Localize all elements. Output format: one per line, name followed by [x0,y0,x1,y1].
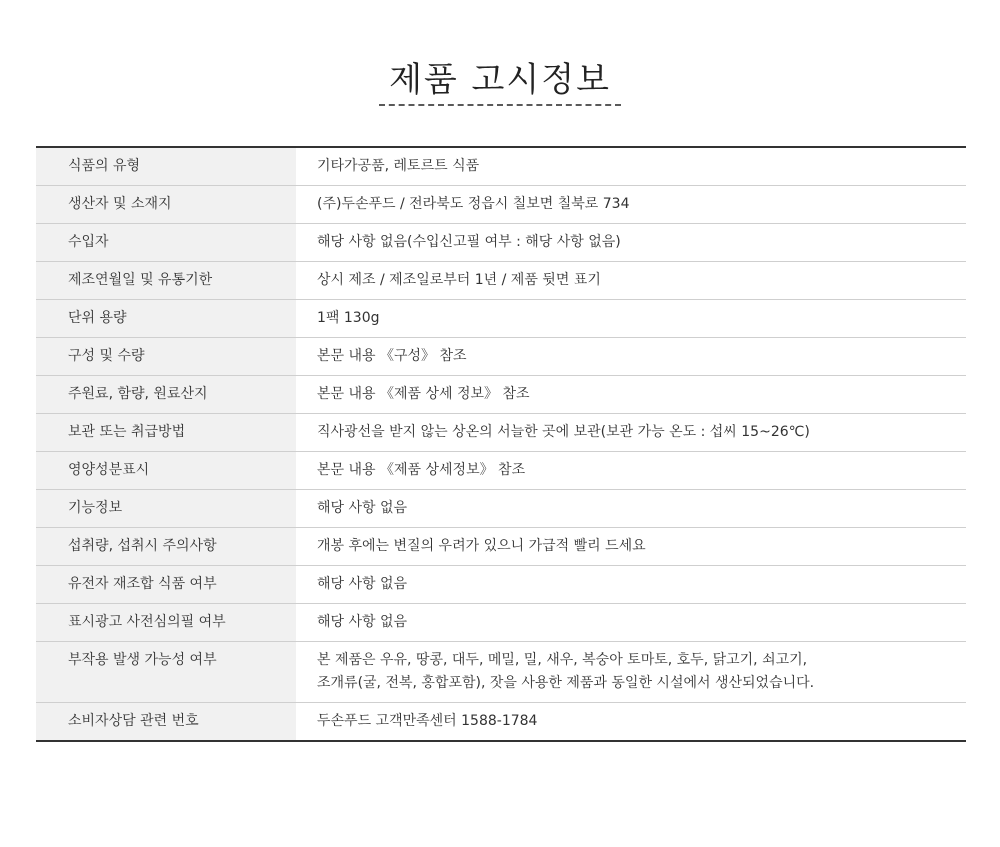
row-value: 상시 제조 / 제조일로부터 1년 / 제품 뒷면 표기 [296,262,966,300]
row-value: 본문 내용 《제품 상세 정보》 참조 [296,376,966,414]
table-row [36,528,966,566]
row-value: 해당 사항 없음(수입신고필 여부 : 해당 사항 없음) [296,224,966,262]
row-label: 부작용 발생 가능성 여부 [36,642,296,703]
row-value: 해당 사항 없음 [296,604,966,642]
table-row [36,224,966,262]
table-row [36,338,966,376]
row-label: 수입자 [36,224,296,262]
row-value-multiline [296,642,966,703]
row-label: 영양성분표시 [36,452,296,490]
table-row [36,566,966,604]
row-label: 식품의 유형 [36,147,296,186]
row-value: 기타가공품, 레토르트 식품 [296,147,966,186]
table-row [36,642,966,703]
row-label: 구성 및 수량 [36,338,296,376]
table-row [36,300,966,338]
table-row [36,604,966,642]
row-value: 본문 내용 《구성》 참조 [296,338,966,376]
row-label: 유전자 재조합 식품 여부 [36,566,296,604]
product-info-table [36,146,966,742]
row-value: 1팩 130g [296,300,966,338]
title-underline [379,104,621,106]
row-value: 해당 사항 없음 [296,490,966,528]
row-label: 표시광고 사전심의필 여부 [36,604,296,642]
page-title: 제품 고시정보 [389,60,611,100]
row-label: 단위 용량 [36,300,296,338]
row-label: 소비자상담 관련 번호 [36,703,296,742]
table-row [36,490,966,528]
row-label: 제조연월일 및 유통기한 [36,262,296,300]
table-row [36,376,966,414]
row-label: 섭취량, 섭취시 주의사항 [36,528,296,566]
row-label: 기능정보 [36,490,296,528]
row-value: 두손푸드 고객만족센터 1588-1784 [296,703,966,742]
row-label: 생산자 및 소재지 [36,186,296,224]
table-row [36,452,966,490]
row-value: 해당 사항 없음 [296,566,966,604]
table-row [36,147,966,186]
row-value: (주)두손푸드 / 전라북도 정읍시 칠보면 칠북로 734 [296,186,966,224]
table-row [36,703,966,742]
table-row [36,414,966,452]
table-row [36,262,966,300]
row-label: 주원료, 함량, 원료산지 [36,376,296,414]
row-value: 본문 내용 《제품 상세정보》 참조 [296,452,966,490]
row-value: 직사광선을 받지 않는 상온의 서늘한 곳에 보관(보관 가능 온도 : 섭씨 15~26℃) [296,414,966,452]
row-value: 개봉 후에는 변질의 우려가 있으니 가급적 빨리 드세요 [296,528,966,566]
row-value-line-2: 조개류(굴, 전복, 홍합포함), 잣을 사용한 제품과 동일한 시설에서 생산되었습니다. [317,675,815,691]
row-value-line-1: 본 제품은 우유, 땅콩, 대두, 메밀, 밀, 새우, 복숭아 토마토, 호두, 닭고기, 쇠고기, [317,652,808,668]
table-row [36,186,966,224]
row-label: 보관 또는 취급방법 [36,414,296,452]
